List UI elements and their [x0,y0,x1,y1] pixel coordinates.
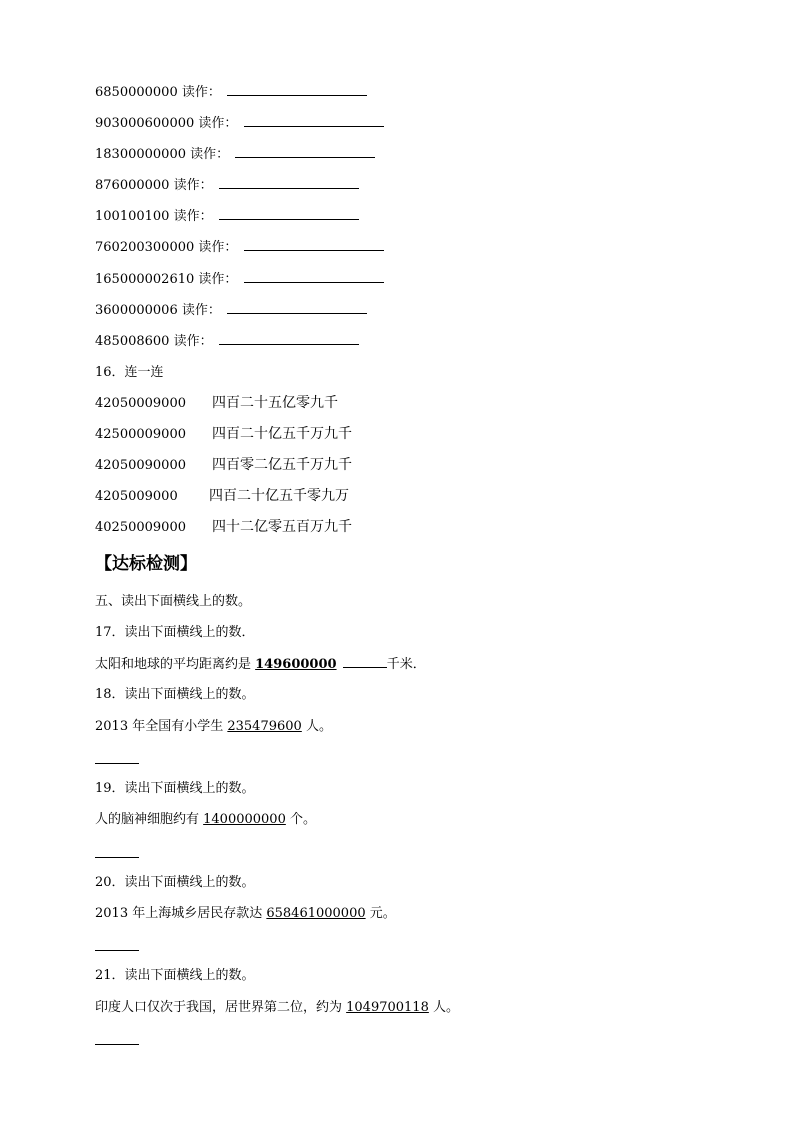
reading-suffix: 读作： [173,334,213,349]
q20-number: 658461000000 [266,906,366,921]
q19-text-before: 人的脑神细胞约有 [95,812,204,827]
q19-text-after: 个。 [285,812,316,827]
reading-number: 760200300000 [95,240,195,255]
reading-number: 903000600000 [95,116,195,131]
q18-body [95,718,332,736]
reading-item-5 [95,207,359,226]
match-right-3[interactable]: 四百零二亿五千万九千 [212,457,352,473]
match-right-4[interactable]: 四百二十亿五千零九万 [209,488,349,504]
answer-blank[interactable] [219,207,359,220]
match-left-2[interactable]: 42500009000 [95,427,186,442]
match-right-2[interactable]: 四百二十亿五千万九千 [212,426,352,442]
section-heading: 【达标检测】 [95,554,197,574]
q21-title: 21．读出下面横线上的数。 [95,968,255,983]
q17-text-before: 太阳和地球的平均距离约是 [95,657,256,672]
q21-text-after: 人。 [428,1000,459,1015]
reading-item-7 [95,270,384,289]
reading-item-1 [95,83,367,102]
reading-item-6 [95,238,384,257]
q19-title: 19．读出下面横线上的数。 [95,781,255,796]
section-five-title: 五、读出下面横线上的数。 [95,594,252,609]
reading-suffix: 读作： [198,272,238,287]
reading-suffix: 读作： [181,303,221,318]
q20-answer-blank[interactable] [95,949,139,951]
reading-number: 100100100 [95,209,170,224]
reading-item-2 [95,114,384,133]
match-left-5[interactable]: 40250009000 [95,520,186,535]
q21-text-before: 印度人口仅次于我国，居世界第二位，约为 [95,1000,347,1015]
q18-title: 18．读出下面横线上的数。 [95,687,255,702]
q17-text-after: 千米． [386,657,426,672]
reading-suffix: 读作： [190,147,230,162]
reading-suffix: 读作： [181,85,221,100]
match-right-5[interactable]: 四十二亿零五百万九千 [212,519,352,535]
answer-blank[interactable] [244,270,384,283]
q18-number: 235479600 [227,719,302,734]
q20-title: 20．读出下面横线上的数。 [95,875,255,890]
reading-number: 3600000006 [95,303,178,318]
match-right-1[interactable]: 四百二十五亿零九千 [212,395,338,411]
q18-answer-blank[interactable] [95,762,139,764]
reading-item-4 [95,176,359,195]
q18-text-after: 人。 [301,719,332,734]
reading-number: 485008600 [95,334,170,349]
q16-title: 16．连一连 [95,365,164,380]
q18-text-before: 2013 年全国有小学生 [95,719,228,734]
reading-suffix: 读作： [173,209,213,224]
match-left-1[interactable]: 42050009000 [95,396,186,411]
q19-number: 1400000000 [203,812,286,827]
match-left-4[interactable]: 4205009000 [95,489,178,504]
match-left-3[interactable]: 42050090000 [95,458,186,473]
reading-suffix: 读作： [198,240,238,255]
reading-number: 6850000000 [95,85,178,100]
reading-item-3 [95,145,375,164]
answer-blank[interactable] [244,238,384,251]
q21-answer-blank[interactable] [95,1043,139,1045]
reading-number: 18300000000 [95,147,186,162]
answer-blank[interactable] [227,83,367,96]
answer-blank[interactable] [219,176,359,189]
answer-blank[interactable] [235,145,375,158]
q17-number: 149600000 [255,657,337,672]
reading-item-8 [95,301,367,320]
reading-number: 876000000 [95,178,170,193]
q19-body [95,811,316,829]
q20-body [95,905,396,923]
q19-answer-blank[interactable] [95,856,139,858]
q21-body [95,999,459,1017]
answer-blank[interactable] [244,114,384,127]
q17-title: 17．读出下面横线上的数． [95,625,255,640]
answer-blank[interactable] [219,332,359,345]
q21-number: 1049700118 [346,1000,429,1015]
reading-number: 165000002610 [95,272,195,287]
reading-suffix: 读作： [198,116,238,131]
reading-suffix: 读作： [173,178,213,193]
q20-text-after: 元。 [365,906,396,921]
answer-blank[interactable] [227,301,367,314]
q17-body [95,655,426,674]
reading-item-9 [95,332,359,351]
answer-blank[interactable] [343,655,387,668]
q20-text-before: 2013 年上海城乡居民存款达 [95,906,267,921]
